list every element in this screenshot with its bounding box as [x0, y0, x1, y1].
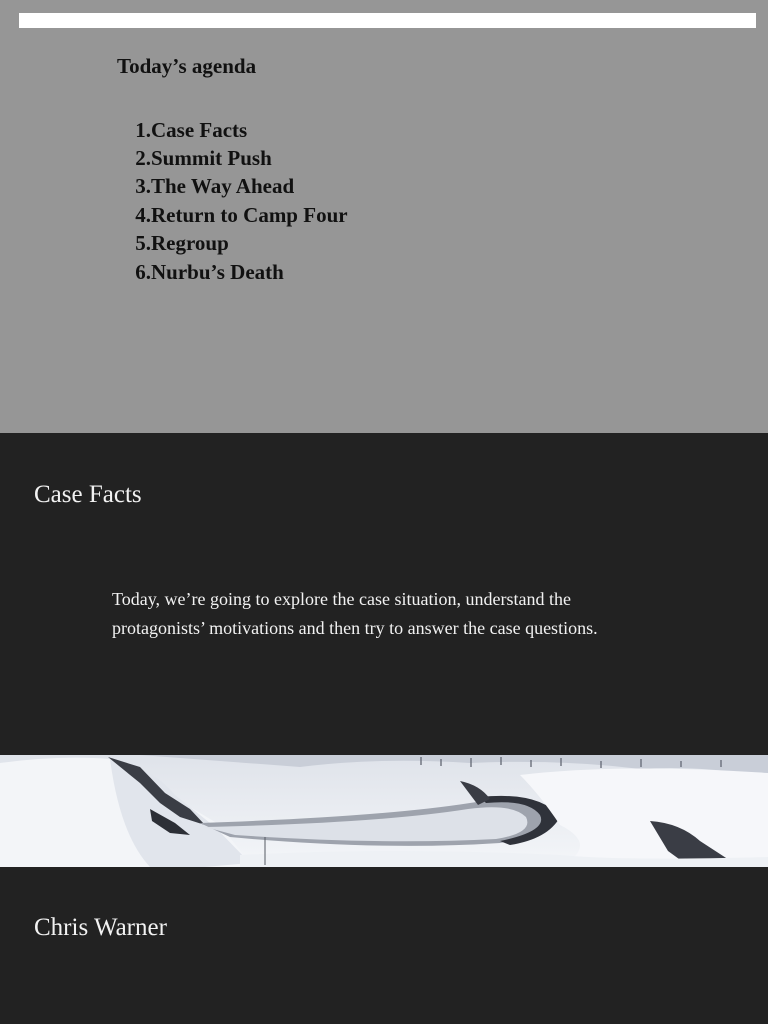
agenda-item-number: 3.	[135, 174, 151, 199]
person-slide	[0, 867, 768, 1024]
body-text-line: Today, we’re going to explore the case situation, understand the	[112, 589, 571, 609]
agenda-item	[117, 144, 348, 172]
agenda-item	[117, 258, 348, 286]
agenda-item-number: 4.	[135, 202, 151, 227]
case-facts-slide	[0, 433, 768, 755]
agenda-item	[117, 173, 348, 201]
agenda-item-label: Regroup	[151, 231, 229, 256]
agenda-slide	[0, 0, 768, 433]
agenda-item-label: The Way Ahead	[151, 174, 295, 199]
agenda-item-label: Summit Push	[151, 146, 272, 171]
agenda-item-label: Case Facts	[151, 117, 248, 142]
agenda-item-label: Nurbu’s Death	[151, 259, 284, 284]
snowy-mountain-road-icon	[0, 755, 768, 867]
agenda-title: Today’s agenda	[117, 54, 257, 78]
agenda-item	[117, 230, 348, 258]
body-text	[112, 585, 712, 643]
body-text-line: protagonists’ motivations and then try to answer the case questions.	[112, 618, 598, 638]
section-title: Case Facts	[34, 481, 142, 508]
agenda-item	[117, 116, 348, 144]
agenda-item-number: 5.	[135, 231, 151, 256]
agenda-item-number: 6.	[135, 259, 151, 284]
person-name: Chris Warner	[34, 914, 167, 941]
agenda-item	[117, 201, 348, 229]
agenda-item-label: Return to Camp Four	[151, 202, 348, 227]
agenda-item-number: 1.	[135, 117, 151, 142]
agenda-item-number: 2.	[135, 146, 151, 171]
agenda-list	[117, 116, 348, 286]
snowy-mountain-road-photo	[0, 755, 768, 867]
top-white-bar	[19, 13, 756, 28]
